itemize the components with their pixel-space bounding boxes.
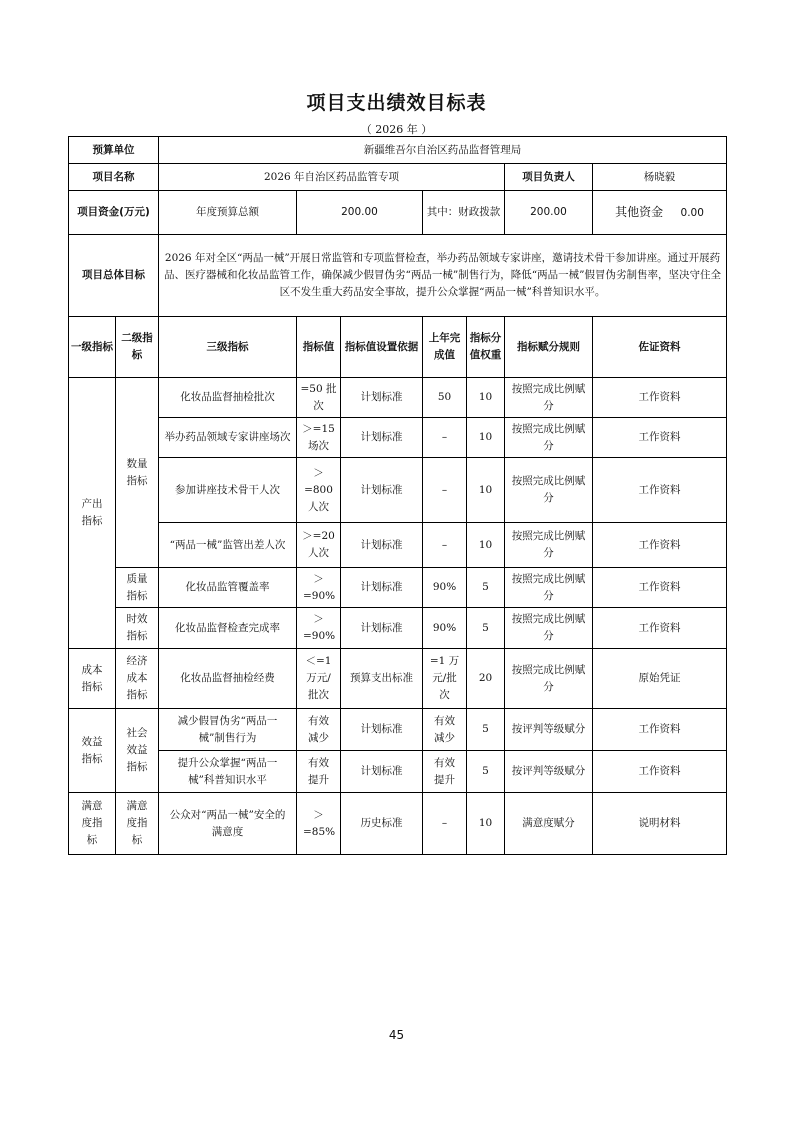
row-basis: 计划标准 bbox=[341, 608, 423, 649]
row-value: ＞ =85% bbox=[297, 793, 341, 855]
row-value: ＞ =90% bbox=[297, 608, 341, 649]
row-rule: 按照完成比例赋分 bbox=[505, 458, 593, 523]
row-name: 减少假冒伪劣“两品一械”制售行为 bbox=[159, 709, 297, 751]
row-evidence: 工作资料 bbox=[593, 568, 727, 608]
row-rule: 满意度赋分 bbox=[505, 793, 593, 855]
row-weight: 10 bbox=[467, 523, 505, 568]
funds-row bbox=[69, 191, 727, 235]
unit-label: 预算单位 bbox=[69, 137, 159, 164]
row-basis: 计划标准 bbox=[341, 523, 423, 568]
row-weight: 5 bbox=[467, 568, 505, 608]
group-timeliness: 时效指标 bbox=[116, 608, 159, 649]
header-row bbox=[69, 317, 727, 378]
fiscal-value: 200.00 bbox=[505, 191, 593, 235]
row-last: =1 万元/批次 bbox=[423, 649, 467, 709]
row-evidence: 工作资料 bbox=[593, 378, 727, 418]
row-basis: 计划标准 bbox=[341, 458, 423, 523]
table-row bbox=[69, 568, 727, 608]
table-row bbox=[69, 608, 727, 649]
group-output: 产出指标 bbox=[69, 378, 116, 649]
row-last: 90% bbox=[423, 608, 467, 649]
header-last: 上年完成值 bbox=[423, 317, 467, 378]
table-row bbox=[69, 751, 727, 793]
header-evidence: 佐证资料 bbox=[593, 317, 727, 378]
project-label: 项目名称 bbox=[69, 164, 159, 191]
row-value: 有效减少 bbox=[297, 709, 341, 751]
row-basis: 计划标准 bbox=[341, 709, 423, 751]
row-name: 参加讲座技术骨干人次 bbox=[159, 458, 297, 523]
group-quantity: 数量指标 bbox=[116, 378, 159, 568]
row-basis: 计划标准 bbox=[341, 378, 423, 418]
row-last: 50 bbox=[423, 378, 467, 418]
table-row bbox=[69, 418, 727, 458]
other-label: 其他资金 bbox=[615, 204, 664, 219]
row-weight: 5 bbox=[467, 709, 505, 751]
row-evidence: 原始凭证 bbox=[593, 649, 727, 709]
other-value: 0.00 bbox=[680, 206, 704, 219]
header-l3: 三级指标 bbox=[159, 317, 297, 378]
group-social: 社会效益指标 bbox=[116, 709, 159, 793]
row-name: 化妆品监督检查完成率 bbox=[159, 608, 297, 649]
header-l1: 一级指标 bbox=[69, 317, 116, 378]
row-value: =50 批次 bbox=[297, 378, 341, 418]
group-satisfaction-sub: 满意度指标 bbox=[116, 793, 159, 855]
row-rule: 按照完成比例赋分 bbox=[505, 523, 593, 568]
performance-table bbox=[68, 136, 727, 855]
goal-row bbox=[69, 235, 727, 317]
row-last: 有效提升 bbox=[423, 751, 467, 793]
row-evidence: 说明材料 bbox=[593, 793, 727, 855]
table-row bbox=[69, 649, 727, 709]
row-last: – bbox=[423, 458, 467, 523]
row-weight: 10 bbox=[467, 793, 505, 855]
row-weight: 10 bbox=[467, 418, 505, 458]
table-row bbox=[69, 523, 727, 568]
row-value: ＞=15 场次 bbox=[297, 418, 341, 458]
row-name: 公众对“两品一械”安全的满意度 bbox=[159, 793, 297, 855]
row-name: 提升公众掌握“两品一械”科普知识水平 bbox=[159, 751, 297, 793]
annual-label: 年度预算总额 bbox=[159, 191, 297, 235]
row-rule: 按照完成比例赋分 bbox=[505, 568, 593, 608]
page-number: 45 bbox=[388, 1028, 405, 1042]
leader-label: 项目负责人 bbox=[505, 164, 593, 191]
group-satisfaction: 满意度指标 bbox=[69, 793, 116, 855]
row-last: – bbox=[423, 418, 467, 458]
row-evidence: 工作资料 bbox=[593, 751, 727, 793]
row-evidence: 工作资料 bbox=[593, 523, 727, 568]
row-last: – bbox=[423, 793, 467, 855]
group-econ-cost: 经济成本指标 bbox=[116, 649, 159, 709]
row-name: 化妆品监督抽检批次 bbox=[159, 378, 297, 418]
page-title: 项目支出绩效目标表 bbox=[306, 92, 487, 114]
project-row bbox=[69, 164, 727, 191]
row-basis: 计划标准 bbox=[341, 418, 423, 458]
row-basis: 计划标准 bbox=[341, 751, 423, 793]
row-basis: 历史标准 bbox=[341, 793, 423, 855]
row-name: 化妆品监督抽检经费 bbox=[159, 649, 297, 709]
row-evidence: 工作资料 bbox=[593, 608, 727, 649]
row-weight: 5 bbox=[467, 751, 505, 793]
group-benefit: 效益指标 bbox=[69, 709, 116, 793]
row-evidence: 工作资料 bbox=[593, 458, 727, 523]
row-value: ＞ =90% bbox=[297, 568, 341, 608]
row-evidence: 工作资料 bbox=[593, 418, 727, 458]
row-value: ＞ =800 人次 bbox=[297, 458, 341, 523]
row-name: 化妆品监管覆盖率 bbox=[159, 568, 297, 608]
group-quality: 质量指标 bbox=[116, 568, 159, 608]
goal-text: 2026 年对全区“两品一械”开展日常监管和专项监督检查，举办药品领域专家讲座，邀请技术骨干参加讲座。通过开展药品、医疗器械和化妆品监管工作，确保减少假冒伪劣“两品一械”制售行为，降低“两品一械”假冒伪劣制售率，坚决守住全区不发生重大药品安全事故，提升公众掌握“两品一械”科普知识水平。 bbox=[159, 235, 727, 317]
row-weight: 20 bbox=[467, 649, 505, 709]
row-rule: 按照完成比例赋分 bbox=[505, 378, 593, 418]
row-rule: 按照完成比例赋分 bbox=[505, 418, 593, 458]
row-last: – bbox=[423, 523, 467, 568]
row-basis: 预算支出标准 bbox=[341, 649, 423, 709]
row-weight: 5 bbox=[467, 608, 505, 649]
row-last: 有效减少 bbox=[423, 709, 467, 751]
header-basis: 指标值设置依据 bbox=[341, 317, 423, 378]
row-weight: 10 bbox=[467, 458, 505, 523]
table-row bbox=[69, 709, 727, 751]
table-row bbox=[69, 378, 727, 418]
header-l2: 二级指标 bbox=[116, 317, 159, 378]
fiscal-label: 其中：财政拨款 bbox=[423, 191, 505, 235]
row-rule: 按照完成比例赋分 bbox=[505, 608, 593, 649]
header-value: 指标值 bbox=[297, 317, 341, 378]
row-basis: 计划标准 bbox=[341, 568, 423, 608]
row-rule: 按评判等级赋分 bbox=[505, 751, 593, 793]
table-row bbox=[69, 458, 727, 523]
row-evidence: 工作资料 bbox=[593, 709, 727, 751]
year-caption: （ 2026 年 ） bbox=[360, 123, 433, 136]
row-last: 90% bbox=[423, 568, 467, 608]
unit-value: 新疆维吾尔自治区药品监督管理局 bbox=[159, 137, 727, 164]
other-value-cell bbox=[593, 191, 727, 235]
unit-row bbox=[69, 137, 727, 164]
header-rule: 指标赋分规则 bbox=[505, 317, 593, 378]
group-cost: 成本指标 bbox=[69, 649, 116, 709]
annual-value: 200.00 bbox=[297, 191, 423, 235]
row-rule: 按评判等级赋分 bbox=[505, 709, 593, 751]
row-value: ＜=1 万元/ 批次 bbox=[297, 649, 341, 709]
row-weight: 10 bbox=[467, 378, 505, 418]
header-weight: 指标分值权重 bbox=[467, 317, 505, 378]
row-value: ＞=20 人次 bbox=[297, 523, 341, 568]
leader-value: 杨晓毅 bbox=[593, 164, 727, 191]
row-name: 举办药品领域专家讲座场次 bbox=[159, 418, 297, 458]
funds-label: 项目资金(万元) bbox=[69, 191, 159, 235]
row-name: “两品一械”监管出差人次 bbox=[159, 523, 297, 568]
project-value: 2026 年自治区药品监管专项 bbox=[159, 164, 505, 191]
row-value: 有效提升 bbox=[297, 751, 341, 793]
row-rule: 按照完成比例赋分 bbox=[505, 649, 593, 709]
table-row bbox=[69, 793, 727, 855]
goal-label: 项目总体目标 bbox=[69, 235, 159, 317]
